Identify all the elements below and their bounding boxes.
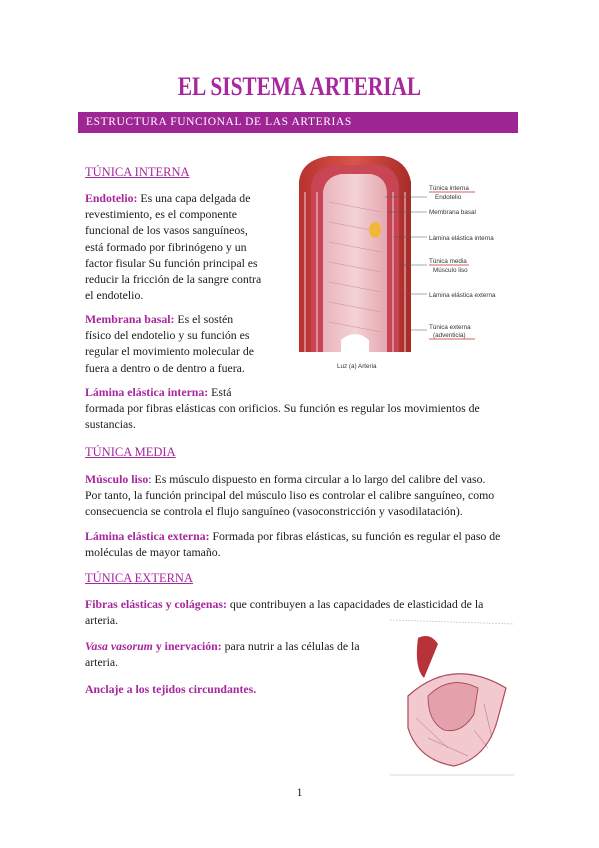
label-membrana-basal: Membrana basal bbox=[429, 209, 476, 216]
text-line: que contribuyen a las capacidades de elasticidad de la bbox=[229, 597, 484, 611]
label-tunica-externa: Túnica externa bbox=[429, 324, 471, 331]
term-anclaje: Anclaje a los tejidos circundantes. bbox=[85, 682, 257, 696]
text-line: moléculas de mayor tamaño. bbox=[85, 545, 221, 560]
text-line: funcional de los vasos sanguíneos, bbox=[85, 223, 248, 238]
term-inervacion: y inervación: bbox=[155, 639, 222, 653]
term-endotelio: Endotelio: bbox=[85, 191, 138, 205]
text-line: Por tanto, la función principal del músculo liso es controlar el calibre sanguíneo, como bbox=[85, 488, 495, 503]
artery-layers-figure bbox=[289, 152, 519, 377]
label-tunica-media: Túnica media bbox=[429, 258, 467, 265]
text-line: sustancias. bbox=[85, 417, 136, 432]
paragraph-lamina-interna bbox=[85, 384, 525, 433]
text-line: formada por fibras elásticas con orificios. Su función es regular los movimientos de bbox=[85, 401, 480, 416]
heading-tunica-media: TÚNICA MEDIA bbox=[85, 445, 176, 459]
text-line: Es el sostén bbox=[177, 312, 234, 326]
label-luz: Luz (a) Arteria bbox=[337, 363, 377, 370]
text-line: el endotelio. bbox=[85, 288, 144, 303]
vessel-branch bbox=[417, 636, 438, 678]
text-line: Formada por fibras elásticas, su función es regular el paso de bbox=[212, 529, 501, 543]
text-line: Es una capa delgada de bbox=[140, 191, 251, 205]
heading-tunica-interna: TÚNICA INTERNA bbox=[85, 165, 190, 179]
paragraph-anclaje bbox=[85, 681, 385, 697]
term-membrana-basal: Membrana basal: bbox=[85, 312, 175, 326]
text-line: Está bbox=[211, 385, 232, 399]
section-banner: ESTRUCTURA FUNCIONAL DE LAS ARTERIAS bbox=[78, 112, 518, 133]
text-line: está formado por fibrinógeno y un bbox=[85, 239, 247, 254]
term-lamina-externa: Lámina elástica externa: bbox=[85, 529, 210, 543]
paragraph-lamina-externa bbox=[85, 528, 525, 560]
label-lamina-externa: Lámina elástica externa bbox=[429, 292, 496, 299]
text-line: : Es músculo dispuesto en forma circular a lo largo del calibre del vaso. bbox=[148, 472, 486, 486]
paragraph-vasa-vasorum bbox=[85, 638, 385, 670]
page-title: EL SISTEMA ARTERIAL bbox=[177, 72, 422, 101]
text-line: regular el movimiento molecular de bbox=[85, 344, 255, 359]
paragraph-musculo-liso bbox=[85, 471, 525, 520]
term-fibras: Fibras elásticas y colágenas: bbox=[85, 597, 227, 611]
text-line: reducir la fricción de la sangre contra bbox=[85, 272, 262, 287]
term-vasa-vasorum: Vasa vasorum bbox=[85, 639, 153, 653]
lumen-highlight bbox=[369, 222, 381, 238]
label-musculo-liso: Músculo liso bbox=[433, 267, 468, 274]
label-endotelio: Endotelio bbox=[435, 194, 462, 201]
term-lamina-interna: Lámina elástica interna: bbox=[85, 385, 209, 399]
text-line: arteria. bbox=[85, 613, 119, 628]
text-line: arteria. bbox=[85, 655, 119, 670]
text-line: consecuencia se controla el flujo sanguíneo (vasoconstricción y vasodilatación). bbox=[85, 504, 463, 519]
paragraph-membrana-basal bbox=[85, 311, 275, 376]
text-line: físico del endotelio y su función es bbox=[85, 328, 250, 343]
page-number: 1 bbox=[296, 785, 303, 799]
paragraph-endotelio bbox=[85, 190, 275, 303]
heading-tunica-externa: TÚNICA EXTERNA bbox=[85, 571, 193, 585]
divider-top bbox=[390, 620, 514, 624]
artery-wedge-figure bbox=[388, 618, 516, 778]
label-adventicia: (adventicia) bbox=[433, 332, 466, 339]
text-line: fuera a dentro o de dentro a fuera. bbox=[85, 360, 245, 375]
intima-shape bbox=[323, 174, 387, 352]
label-tunica-interna: Túnica interna bbox=[429, 185, 469, 192]
text-line: revestimiento, es el componente bbox=[85, 207, 238, 222]
text-line: para nutrir a las células de la bbox=[224, 639, 360, 653]
term-musculo-liso: Músculo liso bbox=[85, 472, 149, 486]
label-lamina-interna: Lámina elástica interna bbox=[429, 235, 494, 242]
text-line: factor fisular Su función principal es bbox=[85, 255, 258, 270]
